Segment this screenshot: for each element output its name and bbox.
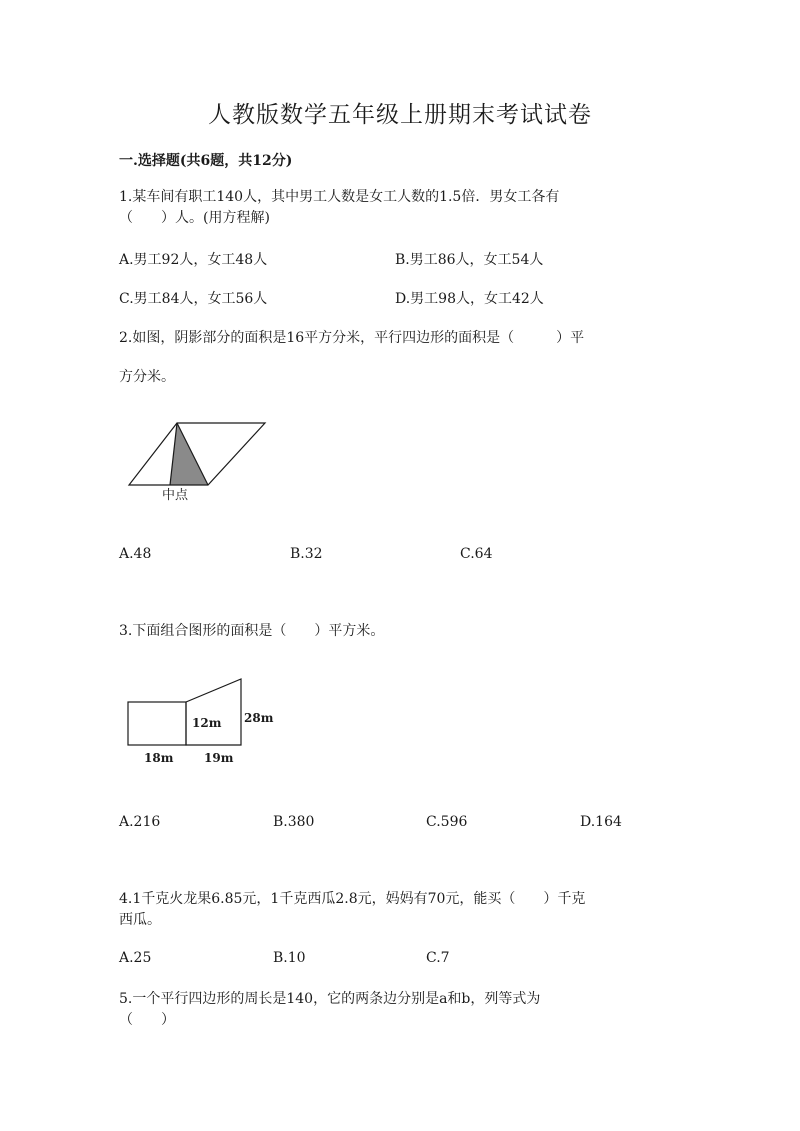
question-4-text-cont: 西瓜。 [119,912,161,928]
q4-option-a[interactable]: A.25 [119,950,152,966]
parallelogram-figure [120,415,280,510]
q4-option-b[interactable]: B.10 [273,950,306,966]
q2-option-b[interactable]: B.32 [290,546,323,562]
q3-option-b[interactable]: B.380 [273,814,315,830]
question-5-text: 5.一个平行四边形的周长是140，它的两条边分别是a和b，列等式为 [119,991,541,1007]
width-label-19m: 19m [204,751,234,765]
q3-option-c[interactable]: C.596 [426,814,468,830]
q3-option-d[interactable]: D.164 [580,814,622,830]
q2-option-c[interactable]: C.64 [460,546,493,562]
section-heading: 一.选择题(共6题，共12分) [119,153,293,169]
q1-option-c[interactable]: C.男工84人，女工56人 [119,291,268,307]
question-2-text: 2.如图，阴影部分的面积是16平方分米，平行四边形的面积是（ ）平 [119,330,585,346]
q1-option-b[interactable]: B.男工86人，女工54人 [395,252,544,268]
q4-option-c[interactable]: C.7 [426,950,450,966]
question-3-text: 3.下面组合图形的面积是（ ）平方米。 [119,623,385,639]
trapezoid-shape [186,679,241,745]
composite-figure [120,675,280,770]
height-label-28m: 28m [244,711,274,725]
page-title: 人教版数学五年级上册期末考试试卷 [208,102,592,128]
midpoint-label: 中点 [162,488,189,503]
q3-option-a[interactable]: A.216 [119,814,161,830]
question-1-text: 1.某车间有职工140人，其中男工人数是女工人数的1.5倍．男女工各有 [119,189,560,205]
question-1-text-cont: （ ）人。(用方程解) [119,210,270,226]
width-label-18m: 18m [144,751,174,765]
question-2-text-cont: 方分米。 [119,369,175,385]
height-label-12m: 12m [192,716,222,730]
q1-option-d[interactable]: D.男工98人，女工42人 [395,291,544,307]
rectangle-shape [128,702,186,745]
q1-option-a[interactable]: A.男工92人，女工48人 [119,252,268,268]
question-5-text-cont: （ ） [119,1012,175,1028]
question-4-text: 4.1千克火龙果6.85元，1千克西瓜2.8元，妈妈有70元，能买（ ）千克 [119,891,586,907]
q2-option-a[interactable]: A.48 [119,546,152,562]
